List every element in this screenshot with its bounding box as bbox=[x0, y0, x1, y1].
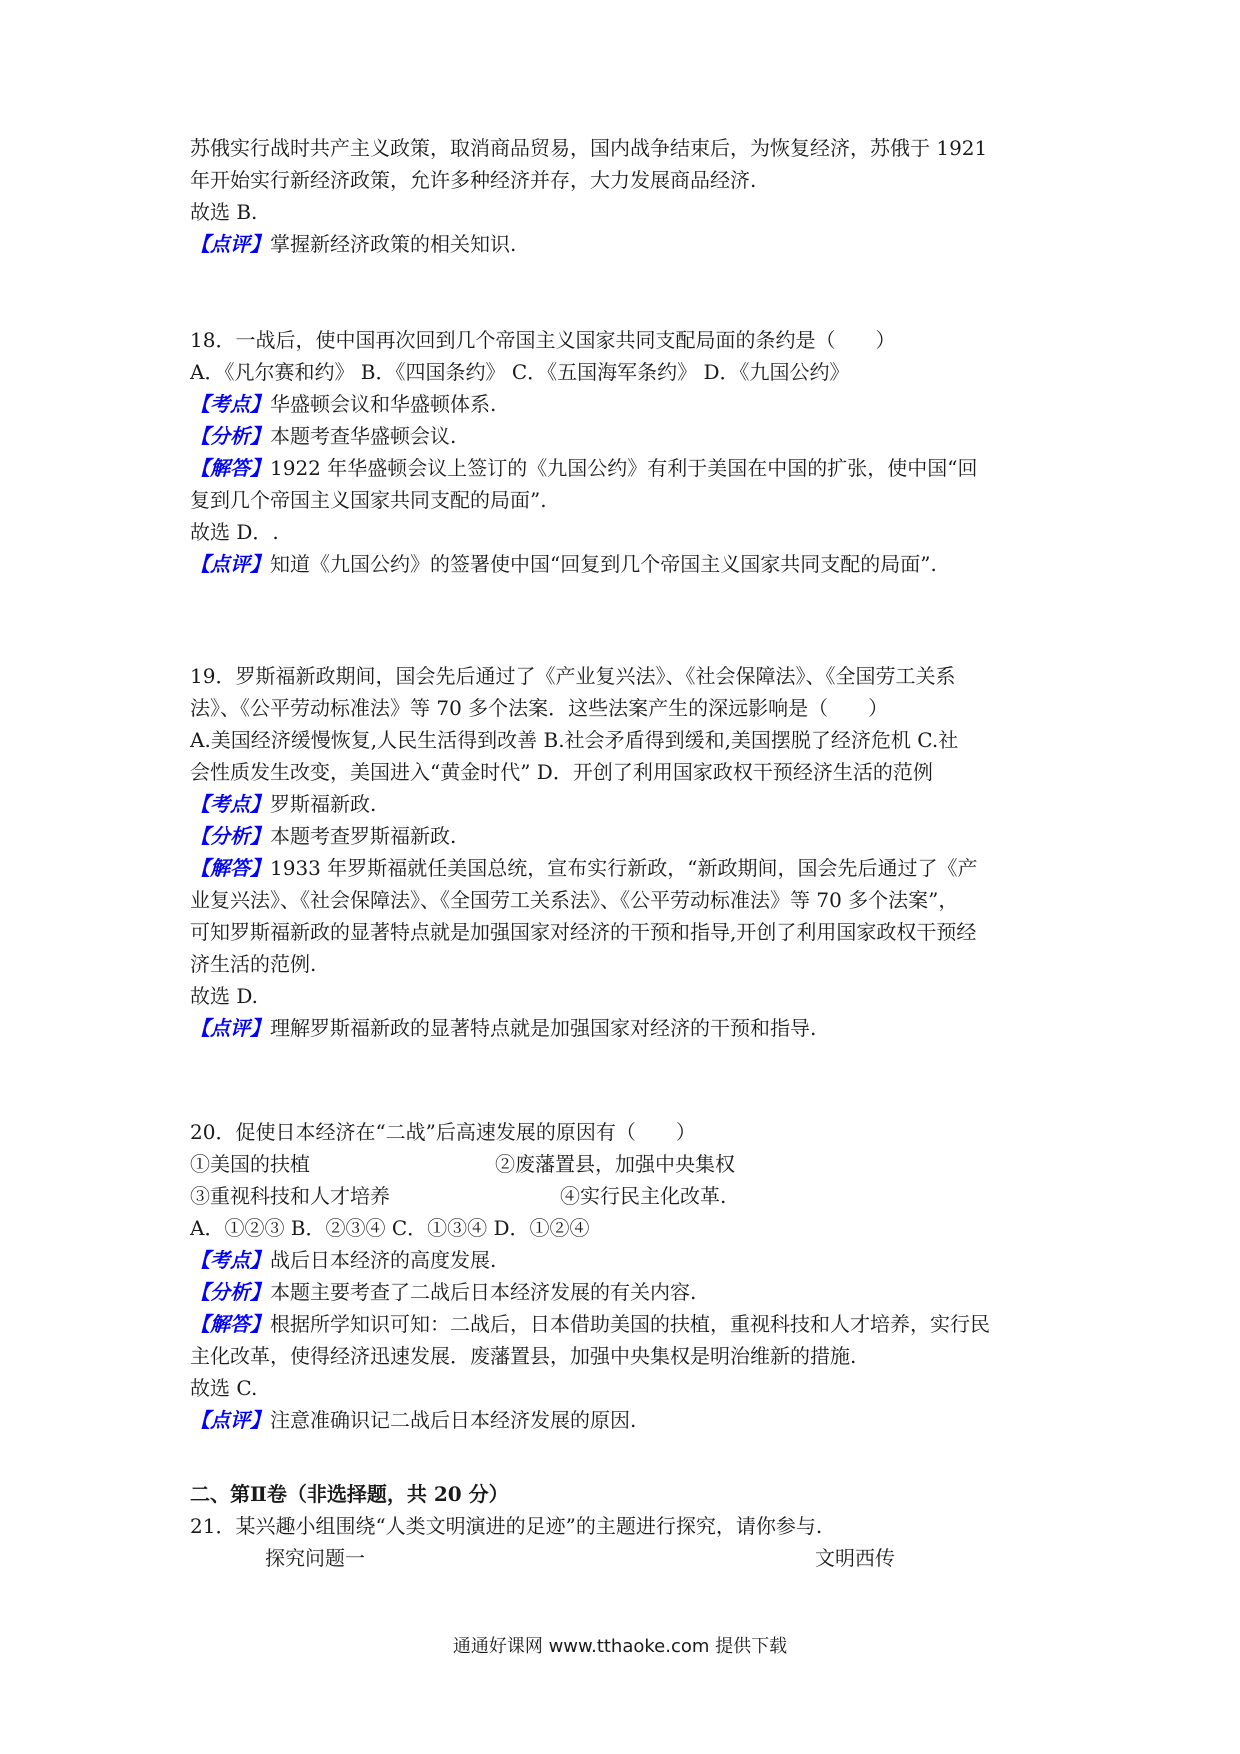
kaodian-tag: 【考点】 bbox=[190, 1248, 270, 1272]
q20-stem: 20．促使日本经济在“二战”后高速发展的原因有（ ） bbox=[190, 1120, 696, 1144]
q20-items-row-1 bbox=[190, 1148, 1070, 1180]
jieda-tag: 【解答】 bbox=[190, 1312, 270, 1336]
kaodian-tag: 【考点】 bbox=[190, 392, 270, 416]
q20-item-2: ②废藩置县，加强中央集权 bbox=[495, 1152, 735, 1176]
q19-options: A.美国经济缓慢恢复,人民生活得到改善 B.社会矛盾得到缓和,美国摆脱了经济危机 C.社 bbox=[190, 728, 959, 752]
q19-stem: 19．罗斯福新政期间，国会先后通过了《产业复兴法》、《社会保障法》、《全国劳工关系 bbox=[190, 664, 956, 688]
q18-dianping: 【点评】知道《九国公约》的签署使中国“回复到几个帝国主义国家共同支配的局面”. bbox=[190, 552, 937, 576]
fenxi-tag: 【分析】 bbox=[190, 424, 270, 448]
prev-explanation-line-2: 年开始实行新经济政策，允许多种经济并存，大力发展商品经济. bbox=[190, 168, 757, 192]
q20-answer: 故选 C. bbox=[190, 1376, 258, 1400]
page-footer: 通通好课网 www.tthaoke.com 提供下载 bbox=[452, 1636, 788, 1657]
q20-dianping: 【点评】注意准确识记二战后日本经济发展的原因. bbox=[190, 1408, 637, 1432]
dianping-tag: 【点评】 bbox=[190, 1016, 270, 1040]
fenxi-tag: 【分析】 bbox=[190, 1280, 270, 1304]
prev-dianping: 【点评】掌握新经济政策的相关知识. bbox=[190, 232, 517, 256]
q20-items-row-2 bbox=[190, 1180, 1070, 1212]
q20-item-3: ③重视科技和人才培养 bbox=[190, 1184, 390, 1208]
q20-item-1: ①美国的扶植 bbox=[190, 1152, 310, 1176]
q21-stem: 21．某兴趣小组围绕“人类文明演进的足迹”的主题进行探究，请你参与. bbox=[190, 1514, 823, 1538]
q20-kaodian: 【考点】战后日本经济的高度发展. bbox=[190, 1248, 497, 1272]
q20-jieda: 【解答】根据所学知识可知：二战后，日本借助美国的扶植，重视科技和人才培养，实行民 bbox=[190, 1312, 990, 1336]
q19-dianping: 【点评】理解罗斯福新政的显著特点就是加强国家对经济的干预和指导. bbox=[190, 1016, 817, 1040]
jieda-tag: 【解答】 bbox=[190, 456, 270, 480]
dianping-tag: 【点评】 bbox=[190, 232, 270, 256]
q20-jieda-cont: 主化改革，使得经济迅速发展．废藩置县，加强中央集权是明治维新的措施. bbox=[190, 1344, 857, 1368]
q18-stem: 18．一战后，使中国再次回到几个帝国主义国家共同支配局面的条约是（ ） bbox=[190, 328, 896, 352]
q21-sub-left: 探究问题一 bbox=[265, 1546, 365, 1570]
q18-options: A．《凡尔赛和约》 B．《四国条约》 C．《五国海军条约》 D．《九国公约》 bbox=[190, 360, 850, 384]
q18-answer: 故选 D．. bbox=[190, 520, 279, 544]
q18-fenxi: 【分析】本题考查华盛顿会议. bbox=[190, 424, 457, 448]
fenxi-tag: 【分析】 bbox=[190, 824, 270, 848]
q19-jieda-cont-1: 业复兴法》、《社会保障法》、《全国劳工关系法》、《公平劳动标准法》等 70 多个法案”， bbox=[190, 888, 959, 912]
q19-kaodian: 【考点】罗斯福新政. bbox=[190, 792, 377, 816]
q18-kaodian: 【考点】华盛顿会议和华盛顿体系. bbox=[190, 392, 497, 416]
dianping-tag: 【点评】 bbox=[190, 552, 270, 576]
q19-jieda-cont-3: 济生活的范例. bbox=[190, 952, 317, 976]
prev-answer: 故选 B. bbox=[190, 200, 258, 224]
q19-fenxi: 【分析】本题考查罗斯福新政. bbox=[190, 824, 457, 848]
q20-item-4: ④实行民主化改革. bbox=[560, 1184, 727, 1208]
q18-jieda: 【解答】1922 年华盛顿会议上签订的《九国公约》有利于美国在中国的扩张，使中国“回 bbox=[190, 456, 978, 480]
q19-jieda: 【解答】1933 年罗斯福就任美国总统，宣布实行新政，“新政期间，国会先后通过了《产 bbox=[190, 856, 978, 880]
section-2-heading: 二、第Ⅱ卷（非选择题，共 20 分） bbox=[190, 1482, 509, 1506]
q20-fenxi: 【分析】本题主要考查了二战后日本经济发展的有关内容. bbox=[190, 1280, 697, 1304]
q18-jieda-cont: 复到几个帝国主义国家共同支配的局面”. bbox=[190, 488, 547, 512]
prev-explanation-line-1: 苏俄实行战时共产主义政策，取消商品贸易，国内战争结束后，为恢复经济，苏俄于 1921 bbox=[190, 136, 988, 160]
q20-options: A．①②③ B．②③④ C．①③④ D．①②④ bbox=[190, 1216, 590, 1240]
dianping-tag: 【点评】 bbox=[190, 1408, 270, 1432]
q19-answer: 故选 D. bbox=[190, 984, 259, 1008]
jieda-tag: 【解答】 bbox=[190, 856, 270, 880]
q21-sub-right: 文明西传 bbox=[815, 1546, 895, 1570]
q19-stem-cont: 法》、《公平劳动标准法》等 70 多个法案．这些法案产生的深远影响是（ ） bbox=[190, 696, 889, 720]
kaodian-tag: 【考点】 bbox=[190, 792, 270, 816]
q19-options-cont: 会性质发生改变，美国进入“黄金时代” D．开创了利用国家政权干预经济生活的范例 bbox=[190, 760, 933, 784]
q19-jieda-cont-2: 可知罗斯福新政的显著特点就是加强国家对经济的干预和指导,开创了利用国家政权干预经 bbox=[190, 920, 977, 944]
